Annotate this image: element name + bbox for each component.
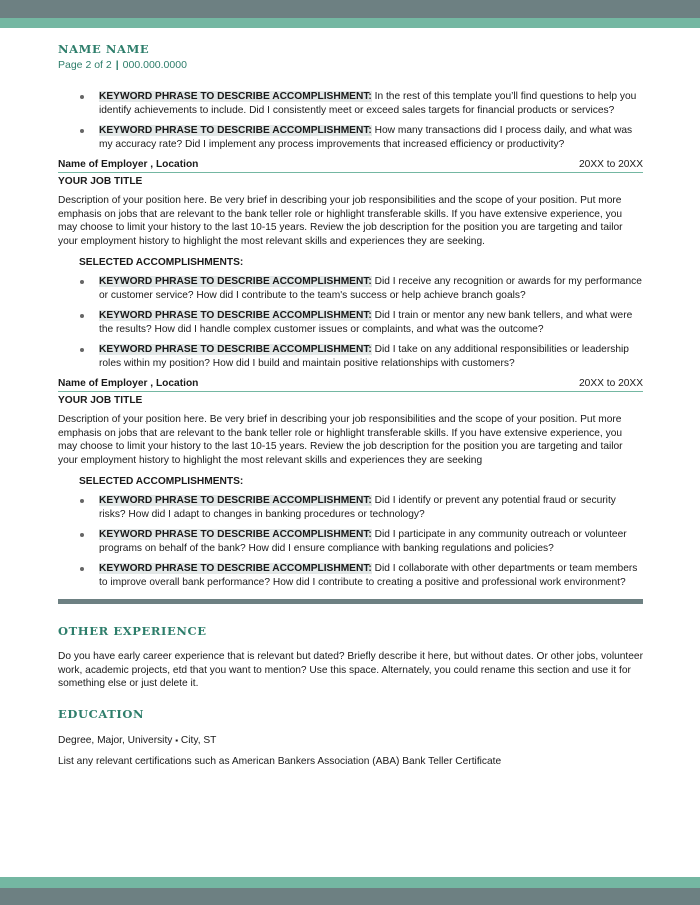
keyword-phrase: KEYWORD PHRASE TO DESCRIBE ACCOMPLISHMENT: bbox=[99, 344, 372, 355]
keyword-phrase: KEYWORD PHRASE TO DESCRIBE ACCOMPLISHMENT: bbox=[99, 563, 372, 574]
list-item bbox=[58, 275, 643, 302]
keyword-phrase: KEYWORD PHRASE TO DESCRIBE ACCOMPLISHMENT: bbox=[99, 310, 372, 321]
employer-location: Name of Employer , Location bbox=[58, 159, 199, 170]
keyword-phrase: KEYWORD PHRASE TO DESCRIBE ACCOMPLISHMENT: bbox=[99, 91, 372, 102]
keyword-phrase: KEYWORD PHRASE TO DESCRIBE ACCOMPLISHMENT: bbox=[99, 125, 372, 136]
list-item bbox=[58, 343, 643, 370]
job-entry bbox=[58, 158, 643, 370]
top-band bbox=[0, 0, 700, 18]
education-degree-line bbox=[58, 734, 643, 748]
other-experience-section bbox=[58, 624, 643, 691]
page-number: Page 2 of 2 bbox=[58, 59, 112, 71]
list-item bbox=[58, 494, 643, 521]
separator: | bbox=[115, 59, 119, 71]
top-accomplishment-list bbox=[58, 90, 643, 151]
certifications: List any relevant certifications such as American Bankers Association (ABA) Bank Teller Certificate bbox=[58, 756, 502, 767]
employer-row bbox=[58, 158, 643, 173]
selected-accomplishments-label: SELECTED ACCOMPLISHMENTS: bbox=[79, 476, 244, 487]
employer-row bbox=[58, 377, 643, 392]
section-heading: EDUCATION bbox=[58, 706, 145, 721]
accomplishment-list bbox=[58, 275, 643, 370]
bullet-separator: ▪ bbox=[175, 735, 179, 745]
accomplishment-text: Did I identify or prevent any potential fraud or security risks? How did I adapt to changes in banking procedures or technology? bbox=[99, 495, 616, 520]
job-entry bbox=[58, 377, 643, 589]
resume-page bbox=[58, 42, 643, 769]
accomplishment-text: In the rest of this template you’ll find questions to help you identify achievements to include. Did I consistently meet or exceed sales targets for financial products or services? bbox=[99, 91, 637, 116]
accomplishment-list bbox=[58, 494, 643, 589]
employment-dates: 20XX to 20XX bbox=[578, 378, 643, 389]
education-location: City, ST bbox=[180, 734, 217, 746]
resume-header bbox=[58, 42, 643, 72]
accomplishment-text: Did I train or mentor any new bank tellers, and what were the results? How did I handle complex customer issues or complaints, and what was the outcome? bbox=[99, 310, 633, 335]
bottom-band-accent bbox=[0, 877, 700, 888]
keyword-phrase: KEYWORD PHRASE TO DESCRIBE ACCOMPLISHMENT: bbox=[99, 495, 372, 506]
keyword-phrase: KEYWORD PHRASE TO DESCRIBE ACCOMPLISHMENT: bbox=[99, 276, 372, 287]
accomplishment-text: Did I take on any additional responsibilities or leadership roles within my position? How did I build and maintain positive relationships with customers? bbox=[99, 344, 629, 369]
page-subline bbox=[58, 59, 643, 72]
list-item bbox=[58, 124, 643, 151]
accomplishment-text: How many transactions did I process daily, and what was my accuracy rate? Did I implement any process improvements that increased efficiency or productivity? bbox=[99, 125, 633, 150]
accomplishment-text: Did I receive any recognition or awards for my performance or customer service? How did I contribute to the team's success or help achieve branch goals? bbox=[99, 276, 642, 301]
job-description: Description of your position here. Be very brief in describing your job responsibilities and the scope of your position. Put more emphasis on jobs that are relevant to the bank teller role or highlight transferable skills. If you have extensive experience, you may choose to limit your history to the last 10-15 years. Review the job description for the position you are targeting and tailor your employment history to highlight the most relevant skills and experiences they are seeking bbox=[58, 414, 623, 466]
job-title: YOUR JOB TITLE bbox=[58, 395, 143, 406]
employment-dates: 20XX to 20XX bbox=[578, 159, 643, 170]
section-heading: OTHER EXPERIENCE bbox=[58, 624, 207, 638]
list-item bbox=[58, 309, 643, 336]
selected-accomplishments-label: SELECTED ACCOMPLISHMENTS: bbox=[79, 257, 244, 268]
list-item bbox=[58, 90, 643, 117]
employer-location: Name of Employer , Location bbox=[58, 378, 199, 389]
list-item bbox=[58, 562, 643, 589]
candidate-name: NAME NAME bbox=[58, 42, 150, 56]
job-title: YOUR JOB TITLE bbox=[58, 176, 143, 187]
section-divider bbox=[58, 599, 643, 604]
degree: Degree, Major, University bbox=[58, 734, 173, 746]
bottom-band bbox=[0, 888, 700, 905]
other-experience-text: Do you have early career experience that is relevant but dated? Briefly describe it here, but without dates. Or other jobs, volunteer work, academic projects, etd that you want to mention? Use this space. Alternately, you could rename this section and use it for something else or just delete it. bbox=[58, 651, 643, 689]
accomplishment-text: Did I collaborate with other departments or team members to improve overall bank performance? How did I contribute to creating a positive and professional work environment? bbox=[99, 563, 638, 588]
list-item bbox=[58, 528, 643, 555]
job-description: Description of your position here. Be very brief in describing your job responsibilities and the scope of your position. Put more emphasis on jobs that are relevant to the bank teller role or highlight transferable skills. If you have extensive experience, you may choose to limit your history to the last 10-15 years. Review the job description for the position you are targeting and tailor your employment history to highlight the most relevant skills and experiences they are seeking. bbox=[58, 195, 623, 247]
education-section bbox=[58, 707, 643, 769]
accomplishment-text: Did I participate in any community outreach or volunteer programs on behalf of the bank? How did I ensure compliance with banking regulations and policies? bbox=[99, 529, 627, 554]
keyword-phrase: KEYWORD PHRASE TO DESCRIBE ACCOMPLISHMENT: bbox=[99, 529, 372, 540]
phone-number: 000.000.0000 bbox=[122, 59, 187, 71]
top-band-accent bbox=[0, 18, 700, 28]
